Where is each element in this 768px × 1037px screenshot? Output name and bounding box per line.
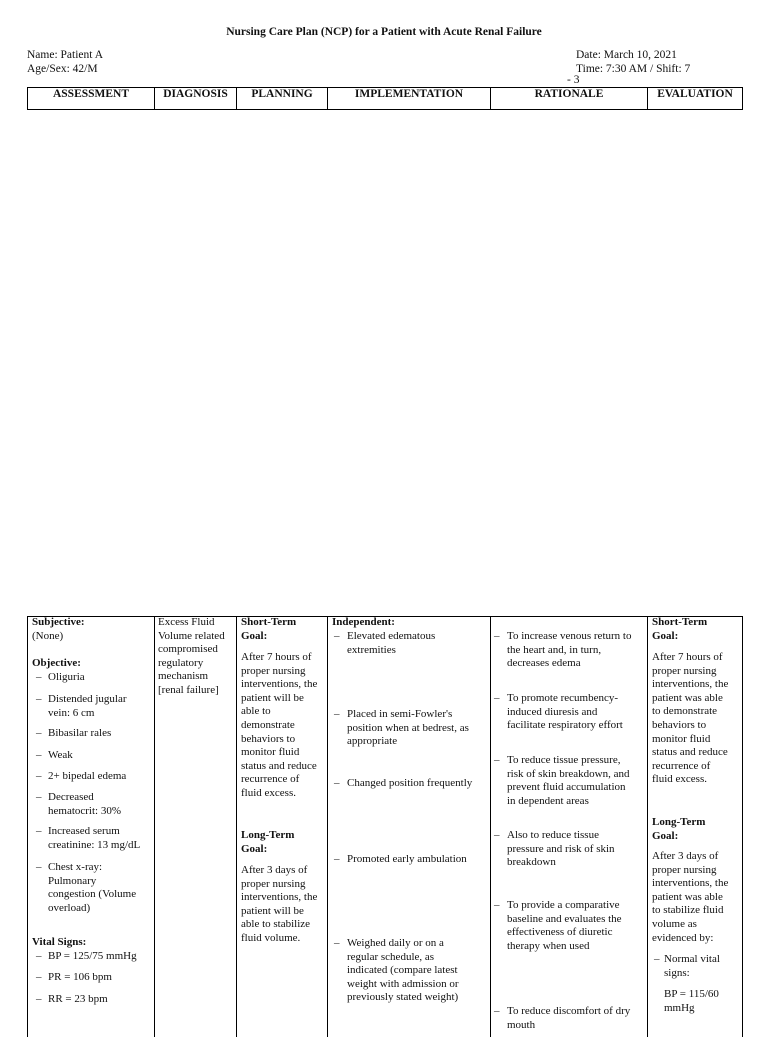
list-item: Oliguria <box>48 671 85 683</box>
list-item: Distended jugular vein: 6 cm <box>48 693 127 719</box>
column-header-table <box>27 87 743 110</box>
rationale-item: To promote recumbency- induced diuresis and facilitate respiratory effort <box>507 692 623 732</box>
col-evaluation: EVALUATION <box>648 88 743 110</box>
patient-name: Name: Patient A <box>27 49 104 61</box>
list-item: 2+ bipedal edema <box>48 770 127 782</box>
vital-rr: RR = 23 bpm <box>48 993 108 1005</box>
evaluation-sub-item: Normal vital signs: <box>664 953 720 979</box>
planning-short-term-label: Short-Term Goal: <box>241 616 297 642</box>
document-title: Nursing Care Plan (NCP) for a Patient with Acute Renal Failure <box>226 26 542 38</box>
list-item: Increased serum creatinine: 13 mg/dL <box>48 825 141 851</box>
column-divider <box>327 617 328 1037</box>
evaluation-long-term-label: Long-Term Goal: <box>652 816 706 842</box>
rationale-item: To reduce tissue pressure, risk of skin breakdown, and prevent fluid accumulation in dependent areas <box>507 754 630 807</box>
column-divider <box>647 617 648 1037</box>
diagnosis-text: Excess Fluid Volume related compromised regulatory mechanism [renal failure] <box>158 616 225 696</box>
implementation-item: Changed position frequently <box>347 777 473 789</box>
col-diagnosis: DIAGNOSIS <box>155 88 237 110</box>
evaluation-bp: BP = 115/60 mmHg <box>664 988 719 1014</box>
patient-age-sex: Age/Sex: 42/M <box>27 63 98 75</box>
column-divider <box>236 617 237 1037</box>
col-planning: PLANNING <box>237 88 328 110</box>
rationale-item: Also to reduce tissue pressure and risk of skin breakdown <box>507 829 615 869</box>
implementation-item: Placed in semi-Fowler's position when at bedrest, as appropriate <box>347 708 469 748</box>
list-item: Chest x-ray: Pulmonary congestion (Volume overload) <box>48 861 137 914</box>
vital-bp: BP = 125/75 mmHg <box>48 950 137 962</box>
implementation-item: Elevated edematous extremities <box>347 630 436 656</box>
page-number: - 3 <box>567 74 580 86</box>
column-divider <box>490 617 491 1037</box>
rationale-item: To increase venous return to the heart and, in turn, decreases edema <box>507 630 632 670</box>
implementation-item: Weighed daily or on a regular schedule, as indicated (compare latest weight with admission or previously stated weight) <box>347 937 459 1004</box>
date: Date: March 10, 2021 <box>576 49 677 61</box>
list-item: Decreased hematocrit: 30% <box>48 791 122 817</box>
subjective-value: (None) <box>32 630 64 642</box>
column-divider <box>154 617 155 1037</box>
rationale-item: To provide a comparative baseline and evaluates the effectiveness of diuretic therapy when used <box>507 899 622 952</box>
list-item: Bibasilar rales <box>48 727 112 739</box>
planning-short-term-text: After 7 hours of proper nursing interventions, the patient will be able to demonstrate behaviors to monitor fluid status and reduce recurrence of fluid excess. <box>241 651 318 799</box>
objective-label: Objective: <box>32 657 81 669</box>
evaluation-long-term-text: After 3 days of proper nursing interventions, the patient was able to stabilize fluid volume as evidenced by: <box>652 850 729 944</box>
subjective-label: Subjective: <box>32 616 85 628</box>
col-assessment: ASSESSMENT <box>28 88 155 110</box>
col-implementation: IMPLEMENTATION <box>328 88 491 110</box>
time-shift: Time: 7:30 AM / Shift: 7 <box>576 63 691 75</box>
implementation-item: Promoted early ambulation <box>347 853 467 865</box>
vital-pr: PR = 106 bpm <box>48 971 112 983</box>
implementation-label: Independent: <box>332 616 395 628</box>
evaluation-short-term-text: After 7 hours of proper nursing interventions, the patient was able to demonstrate behaviors to monitor fluid status and reduce recurrence of fluid excess. <box>652 651 729 786</box>
col-rationale: RATIONALE <box>491 88 648 110</box>
rationale-item: To reduce discomfort of dry mouth <box>507 1005 631 1031</box>
vital-signs-label: Vital Signs: <box>32 936 87 948</box>
planning-long-term-text: After 3 days of proper nursing interventions, the patient will be able to stabilize fluid volume. <box>241 864 318 944</box>
list-item: Weak <box>48 749 73 761</box>
evaluation-short-term-label: Short-Term Goal: <box>652 616 708 642</box>
planning-long-term-label: Long-Term Goal: <box>241 829 295 855</box>
